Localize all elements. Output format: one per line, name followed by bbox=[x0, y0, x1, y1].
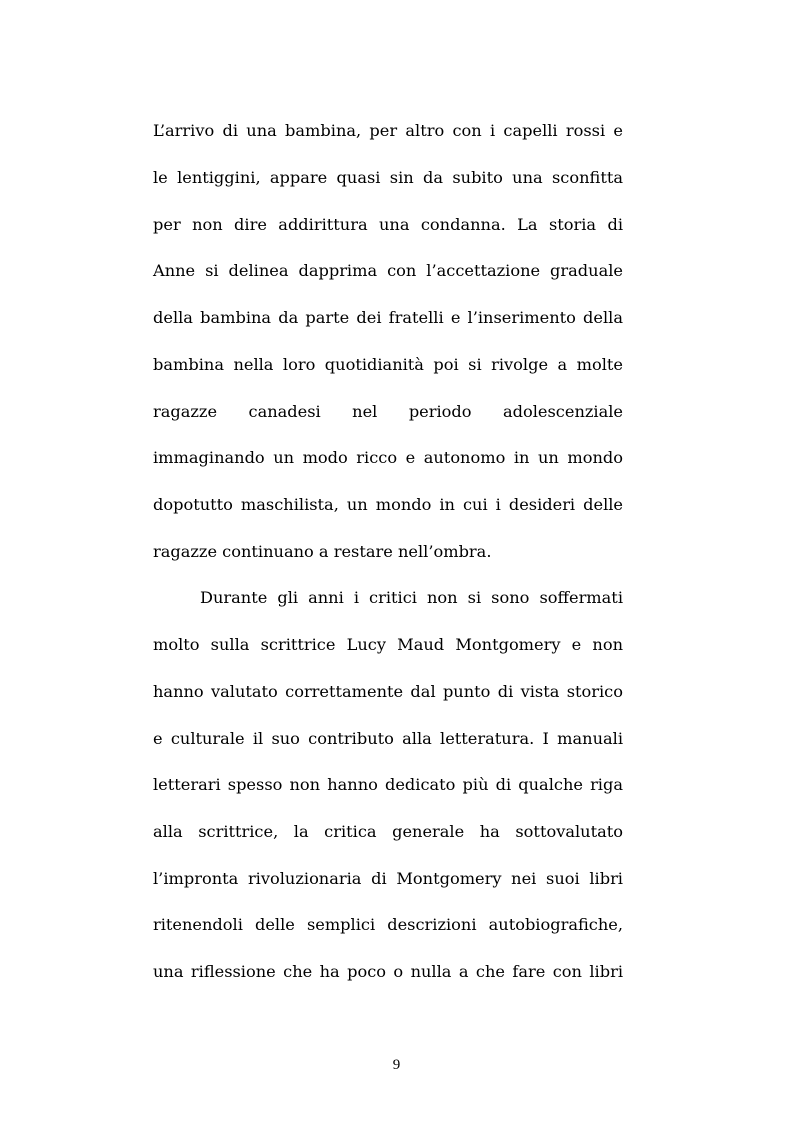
text-line: l’impronta rivoluzionaria di Montgomery nei suoi libri bbox=[153, 869, 623, 888]
text-line: immaginando un modo ricco e autonomo in un mondo bbox=[153, 448, 623, 467]
text-line: ragazze canadesi nel periodo adolescenziale bbox=[153, 402, 623, 421]
text-line: ritenendoli delle semplici descrizioni autobiografiche, bbox=[153, 915, 623, 934]
text-line: e culturale il suo contributo alla letteratura. I manuali bbox=[153, 729, 623, 748]
text-line: Durante gli anni i critici non si sono soffermati bbox=[200, 588, 623, 607]
text-line: per non dire addirittura una condanna. La storia di bbox=[153, 215, 623, 234]
text-line: una riflessione che ha poco o nulla a che fare con libri bbox=[153, 962, 623, 981]
text-line: bambina nella loro quotidianità poi si rivolge a molte bbox=[153, 355, 623, 374]
text-line: ragazze continuano a restare nell’ombra. bbox=[153, 542, 492, 561]
text-line: molto sulla scrittrice Lucy Maud Montgomery e non bbox=[153, 635, 623, 654]
text-line: hanno valutato correttamente dal punto di vista storico bbox=[153, 682, 623, 701]
text-line: Anne si delinea dapprima con l’accettazione graduale bbox=[153, 261, 623, 280]
text-line: della bambina da parte dei fratelli e l’inserimento della bbox=[153, 308, 623, 327]
text-line: dopotutto maschilista, un mondo in cui i desideri delle bbox=[153, 495, 623, 514]
text-line: le lentiggini, appare quasi sin da subito una sconfitta bbox=[153, 168, 623, 187]
text-line: L’arrivo di una bambina, per altro con i capelli rossi e bbox=[153, 121, 623, 140]
text-line: alla scrittrice, la critica generale ha sottovalutato bbox=[153, 822, 623, 841]
page-number: 9 bbox=[392, 1057, 401, 1073]
text-line: letterari spesso non hanno dedicato più di qualche riga bbox=[153, 775, 623, 794]
